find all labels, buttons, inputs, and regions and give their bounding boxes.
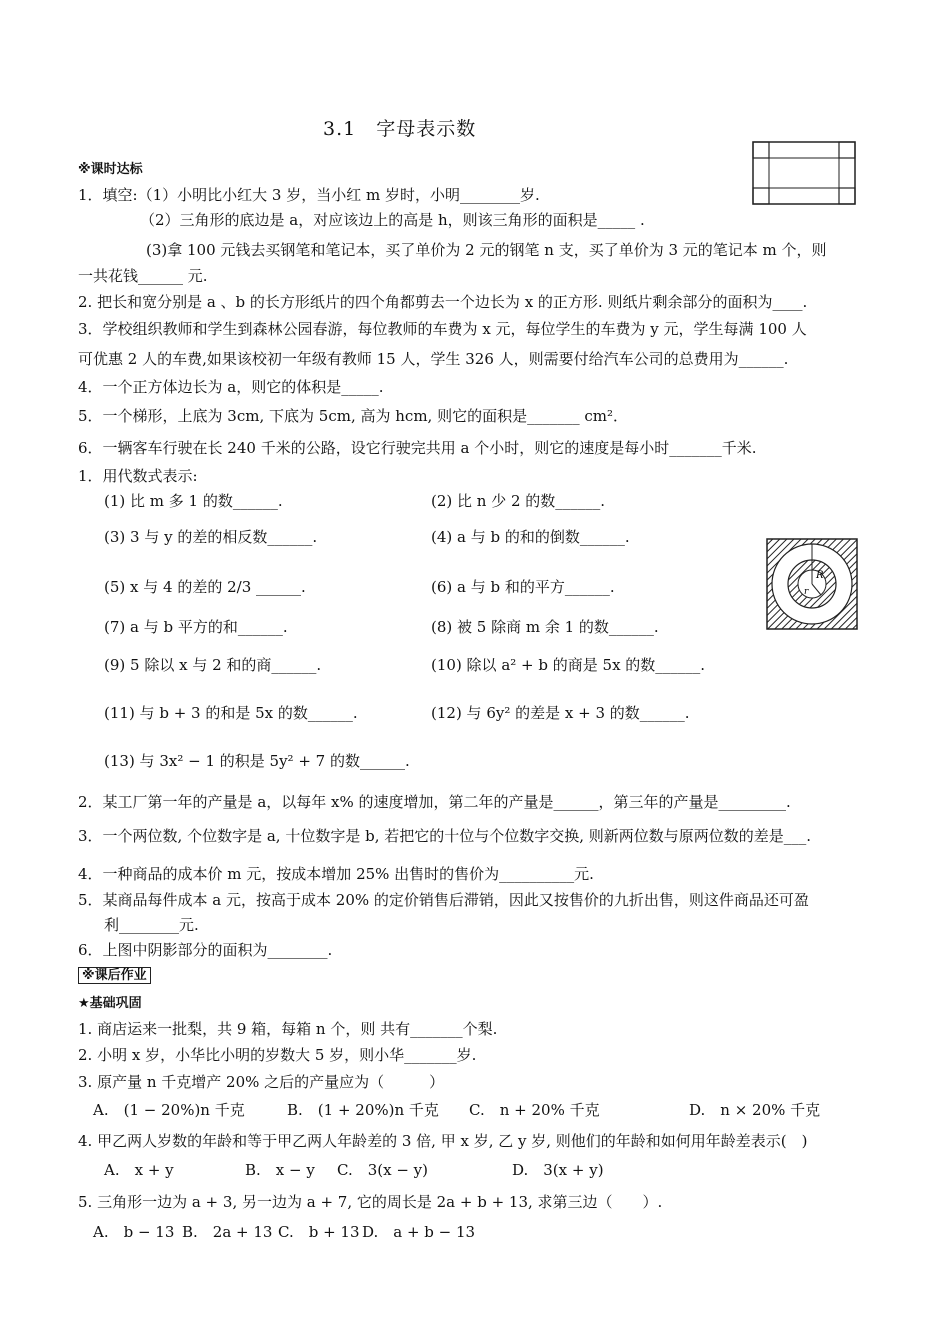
- expr-9: (9) 5 除以 x 与 2 和的商______.: [104, 656, 322, 674]
- homework-label: ※课后作业: [78, 967, 151, 984]
- hw-q4-line: 4. 甲乙两人岁数的年龄和等于甲乙两人年龄差的 3 倍, 甲 x 岁, 乙 y 岁, 则他们的年龄和如何用年龄差表示( ): [78, 1132, 808, 1150]
- expr-3: (3) 3 与 y 的差的相反数______.: [104, 528, 318, 546]
- radius-label-outer: R: [816, 570, 824, 581]
- q6b-line: 6．上图中阴影部分的面积为________.: [78, 941, 333, 959]
- page-title: 3.1 字母表示数: [323, 118, 477, 140]
- hw-q3-option-c: C. n + 20% 千克: [469, 1101, 600, 1119]
- q1-line-2: （2）三角形的底边是 a，对应该边上的高是 h，则该三角形的面积是_____ .: [140, 211, 645, 229]
- expr-7: (7) a 与 b 平方的和______.: [104, 618, 288, 636]
- q2-line: 2. 把长和宽分别是 a 、b 的长方形纸片的四个角都剪去一个边长为 x 的正方形. 则纸片剩余部分的面积为____.: [78, 293, 808, 311]
- hw-q3-option-b: B. (1 + 20%)n 千克: [287, 1101, 439, 1119]
- expr-1: (1) 比 m 多 1 的数______.: [104, 492, 283, 510]
- hw-q2-line: 2. 小明 x 岁，小华比小明的岁数大 5 岁，则小华_______岁.: [78, 1046, 477, 1064]
- hw-q5-option-b: B. 2a + 13: [182, 1223, 273, 1241]
- expr-12: (12) 与 6y² 的差是 x + 3 的数______.: [431, 704, 690, 722]
- q5b-line-2: 利________元.: [104, 916, 199, 934]
- section-heading-class: ※课时达标: [78, 162, 143, 177]
- ring-shaded-figure: [766, 538, 858, 630]
- expr-13: (13) 与 3x² − 1 的积是 5y² + 7 的数______.: [104, 752, 410, 770]
- hw-q4-option-b: B. x − y: [245, 1161, 315, 1179]
- section-heading-basic: ★基础巩固: [78, 996, 142, 1011]
- q5-line: 5．一个梯形，上底为 3cm, 下底为 5cm, 高为 hcm, 则它的面积是_______ cm²．: [78, 407, 628, 425]
- q1-line-4: 一共花钱______ 元.: [78, 267, 208, 285]
- q4-line: 4．一个正方体边长为 a，则它的体积是_____.: [78, 378, 384, 396]
- hw-q1-line: 1. 商店运来一批梨，共 9 箱，每箱 n 个，则 共有_______个梨.: [78, 1020, 498, 1038]
- hw-q3-option-d: D. n × 20% 千克: [689, 1101, 821, 1119]
- hw-q5-line: 5. 三角形一边为 a + 3, 另一边为 a + 7, 它的周长是 2a + b + 13, 求第三边（ ）.: [78, 1193, 663, 1211]
- expr-8: (8) 被 5 除商 m 余 1 的数______.: [431, 618, 659, 636]
- q6-line: 6．一辆客车行驶在长 240 千米的公路，设它行驶完共用 a 个小时，则它的速度是每小时_______千米.: [78, 439, 757, 457]
- expr-10: (10) 除以 a² + b 的商是 5x 的数______.: [431, 656, 706, 674]
- hw-q5-option-d: D. a + b − 13: [362, 1223, 476, 1241]
- q5b-line-1: 5．某商品每件成本 a 元，按高于成本 20% 的定价销售后滞销，因此又按售价的九折出售，则这件商品还可盈: [78, 891, 809, 909]
- q3-line-2: 可优惠 2 人的车费,如果该校初一年级有教师 15 人，学生 326 人，则需要付给汽车公司的总费用为______.: [78, 350, 789, 368]
- radius-label-inner: r: [804, 587, 809, 597]
- q4b-line: 4．一种商品的成本价 m 元，按成本增加 25% 出售时的售价为__________元.: [78, 865, 594, 883]
- hw-q5-option-a: A. b − 13: [93, 1223, 175, 1241]
- hw-q4-option-d: D. 3(x + y): [512, 1161, 604, 1179]
- q3b-line: 3．一个两位数, 个位数字是 a, 十位数字是 b, 若把它的十位与个位数字交换, 则新两位数与原两位数的差是___.: [78, 827, 812, 845]
- q2b-line: 2．某工厂第一年的产量是 a，以每年 x% 的速度增加，第二年的产量是______，第三年的产量是_________.: [78, 793, 791, 811]
- hw-q3-option-a: A. (1 − 20%)n 千克: [93, 1101, 245, 1119]
- expr-6: (6) a 与 b 和的平方______.: [431, 578, 615, 596]
- q1-line-1: 1．填空:（1）小明比小红大 3 岁，当小红 m 岁时，小明________岁.: [78, 186, 540, 204]
- hw-q5-option-c: C. b + 13: [278, 1223, 360, 1241]
- q1-line-3: (3)拿 100 元钱去买钢笔和笔记本，买了单价为 2 元的钢笔 n 支，买了单价为 3 元的笔记本 m 个，则: [146, 241, 827, 259]
- expr-5: (5) x 与 4 的差的 2/3 ______.: [104, 578, 306, 596]
- expr-2: (2) 比 n 少 2 的数______.: [431, 492, 606, 510]
- expr-11: (11) 与 b + 3 的和是 5x 的数______.: [104, 704, 358, 722]
- expr-4: (4) a 与 b 的和的倒数______.: [431, 528, 630, 546]
- hw-q4-option-a: A. x + y: [104, 1161, 174, 1179]
- expressions-heading: 1．用代数式表示:: [78, 467, 198, 485]
- q3-line-1: 3．学校组织教师和学生到森林公园春游，每位教师的车费为 x 元，每位学生的车费为 y 元，学生每满 100 人: [78, 320, 807, 338]
- hw-q3-line: 3. 原产量 n 千克增产 20% 之后的产量应为（ ）: [78, 1073, 445, 1091]
- hw-q4-option-c: C. 3(x − y): [337, 1161, 428, 1179]
- cut-corner-rectangle-figure: [752, 141, 856, 205]
- section-heading-homework: [78, 964, 151, 983]
